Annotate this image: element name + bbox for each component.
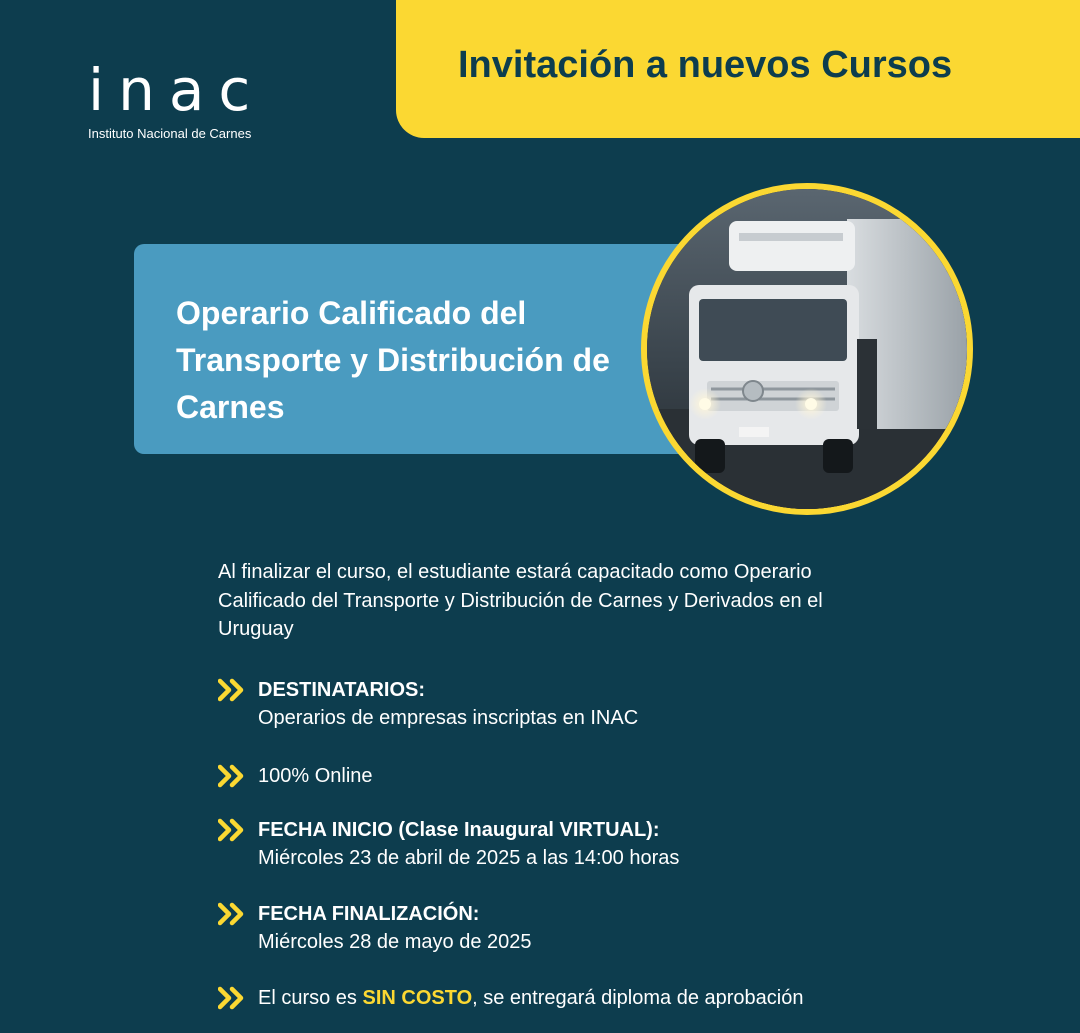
double-chevron-right-icon [218,900,258,956]
double-chevron-right-icon [218,816,258,872]
inac-logo [88,58,298,141]
list-item-modality [218,762,978,793]
course-title: Operario Calificado del Transporte y Distribución de Carnes [176,295,610,425]
recipients-heading: DESTINATARIOS: [258,679,426,701]
course-description: Al finalizar el curso, el estudiante estará capacitado como Operario Calificado del Transporte y Distribución de Carnes y Derivados en el Uruguay [218,561,823,640]
banner-title: Invitación a nuevos Cursos [458,43,953,86]
truck-photo [641,183,973,515]
list-item-start-date [218,816,978,872]
recipients-detail: Operarios de empresas inscriptas en INAC [258,707,639,729]
logo-wordmark: inac [88,56,265,124]
end-date-detail: Miércoles 28 de mayo de 2025 [258,931,532,953]
end-date-heading: FECHA FINALIZACIÓN: [258,903,480,925]
logo-subtitle: Instituto Nacional de Carnes [88,126,252,141]
start-date-heading: FECHA INICIO (Clase Inaugural VIRTUAL): [258,819,660,841]
list-item-end-date [218,900,978,956]
modality-detail: 100% Online [258,765,373,787]
invitation-banner [396,0,1080,138]
double-chevron-right-icon [218,762,258,793]
course-title-card [134,244,714,454]
double-chevron-right-icon [218,984,258,1015]
double-chevron-right-icon [218,676,258,732]
truck-illustration [647,189,967,509]
cost-highlight: SIN COSTO [362,987,473,1009]
cost-text-before: El curso es [258,987,363,1009]
cost-text-after: , se entregará diploma de aprobación [472,987,804,1009]
list-item-cost [218,984,978,1015]
list-item-recipients [218,676,978,732]
cost-line [258,984,803,1015]
start-date-detail: Miércoles 23 de abril de 2025 a las 14:00 horas [258,847,680,869]
